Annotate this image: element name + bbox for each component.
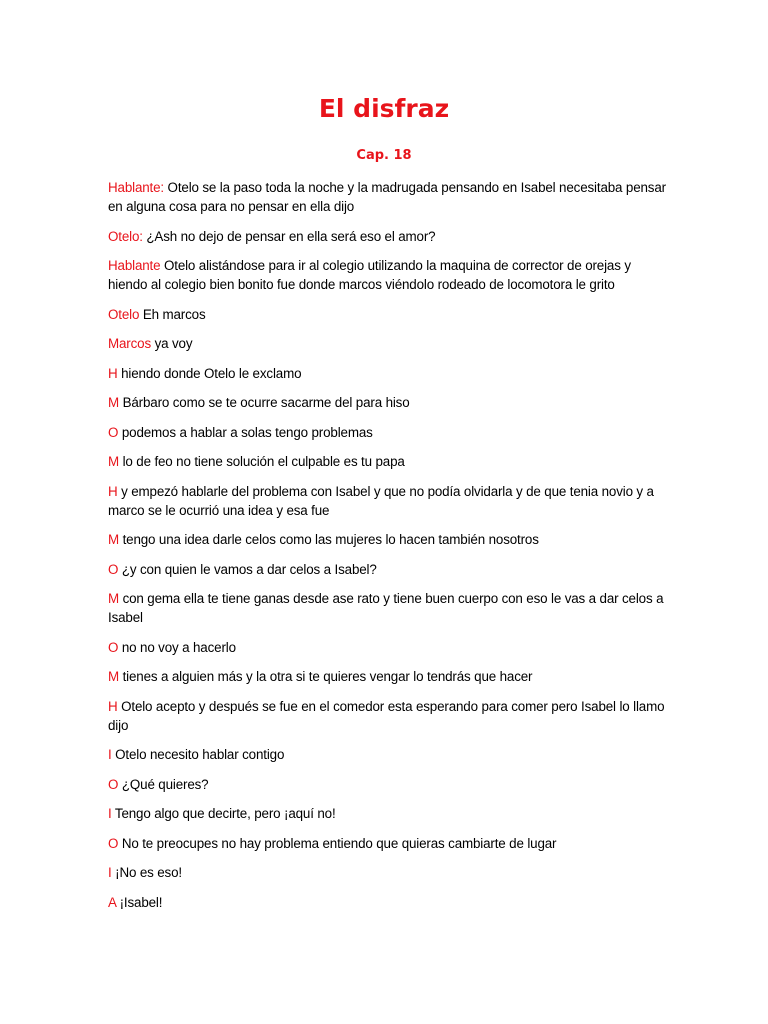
dialogue-text: No te preocupes no hay problema entiendo que quieras cambiarte de lugar: [118, 835, 557, 851]
speaker-label: O: [108, 424, 119, 440]
speaker-label: M: [108, 591, 120, 606]
speaker-label: M: [108, 669, 120, 684]
speaker-label: I: [108, 806, 112, 821]
speaker-label: Otelo:: [108, 228, 143, 244]
dialogue-line: [108, 638, 668, 657]
dialogue-line: [108, 393, 668, 412]
dialogue-text: con gema ella te tiene ganas desde ase rato y tiene buen cuerpo con eso le vas a dar celos a Isabel: [108, 591, 664, 625]
dialogue-line: [108, 863, 668, 882]
dialogue-line: [108, 775, 668, 794]
dialogue-line: [108, 530, 668, 549]
dialogue-text: ya voy: [151, 336, 193, 351]
speaker-label: M: [108, 395, 120, 410]
speaker-label: I: [108, 747, 112, 762]
dialogue-text: y empezó hablarle del problema con Isabel y que no podía olvidarla y de que tenia novio y a marco se le ocurrió una idea y esa fue: [108, 483, 654, 518]
speaker-label: Hablante:: [108, 180, 164, 195]
dialogue-text: podemos a hablar a solas tengo problemas: [118, 424, 373, 440]
dialogue-line: [108, 560, 668, 579]
dialogue-line: [108, 667, 668, 686]
dialogue-text: Otelo acepto y después se fue en el comedor esta esperando para comer pero Isabel lo llamo dijo: [108, 698, 665, 733]
dialogue-line: [108, 227, 668, 246]
dialogue-text: no no voy a hacerlo: [118, 639, 236, 655]
dialogue-text: Otelo necesito hablar contigo: [111, 747, 285, 762]
dialogue-text: ¿Ash no dejo de pensar en ella será eso el amor?: [142, 228, 436, 244]
speaker-label: H: [108, 698, 118, 714]
dialogue-text: lo de feo no tiene solución el culpable es tu papa: [119, 454, 405, 469]
dialogue-text: ¿Qué quieres?: [118, 776, 209, 792]
dialogue-body: [108, 178, 668, 922]
dialogue-line: [108, 423, 668, 442]
dialogue-line: [108, 178, 668, 216]
dialogue-line: [108, 804, 668, 823]
speaker-label: O: [108, 561, 119, 577]
document-title: El disfraz: [318, 94, 450, 123]
dialogue-text: ¡No es eso!: [111, 865, 182, 880]
speaker-label: I: [108, 865, 112, 880]
chapter-heading: Cap. 18: [356, 148, 412, 163]
dialogue-text: Tengo algo que decirte, pero ¡aquí no!: [111, 806, 336, 821]
dialogue-line: [108, 305, 668, 324]
speaker-label: O: [108, 776, 119, 792]
dialogue-text: Bárbaro como se te ocurre sacarme del para hiso: [119, 395, 410, 410]
speaker-label: A: [108, 894, 117, 910]
dialogue-line: [108, 745, 668, 764]
speaker-label: H: [108, 365, 118, 381]
dialogue-line: [108, 334, 668, 353]
dialogue-text: hiendo donde Otelo le exclamo: [117, 365, 302, 381]
speaker-label: Otelo: [108, 306, 140, 322]
speaker-label: M: [108, 532, 120, 547]
dialogue-text: tienes a alguien más y la otra si te quieres vengar lo tendrás que hacer: [119, 669, 533, 684]
dialogue-line: [108, 834, 668, 853]
dialogue-line: [108, 589, 668, 627]
dialogue-line: [108, 482, 668, 520]
dialogue-line: [108, 893, 668, 912]
dialogue-text: Otelo se la paso toda la noche y la madrugada pensando en Isabel necesitaba pensar en alguna cosa para no pensar en ella dijo: [108, 180, 666, 214]
speaker-label: M: [108, 454, 120, 469]
dialogue-text: Eh marcos: [139, 306, 206, 322]
speaker-label: H: [108, 483, 118, 499]
dialogue-line: [108, 364, 668, 383]
speaker-label: O: [108, 835, 119, 851]
dialogue-text: ¡Isabel!: [116, 894, 163, 910]
dialogue-line: [108, 256, 668, 294]
dialogue-text: tengo una idea darle celos como las mujeres lo hacen también nosotros: [119, 532, 539, 547]
speaker-label: Hablante: [108, 258, 161, 273]
dialogue-text: Otelo alistándose para ir al colegio utilizando la maquina de corrector de orejas y hiendo al colegio bien bonito fue donde marcos viéndolo rodeado de locomotora le grito: [108, 258, 631, 292]
dialogue-line: [108, 697, 668, 735]
dialogue-line: [108, 452, 668, 471]
speaker-label: O: [108, 639, 119, 655]
dialogue-text: ¿y con quien le vamos a dar celos a Isabel?: [118, 561, 377, 577]
speaker-label: Marcos: [108, 336, 151, 351]
